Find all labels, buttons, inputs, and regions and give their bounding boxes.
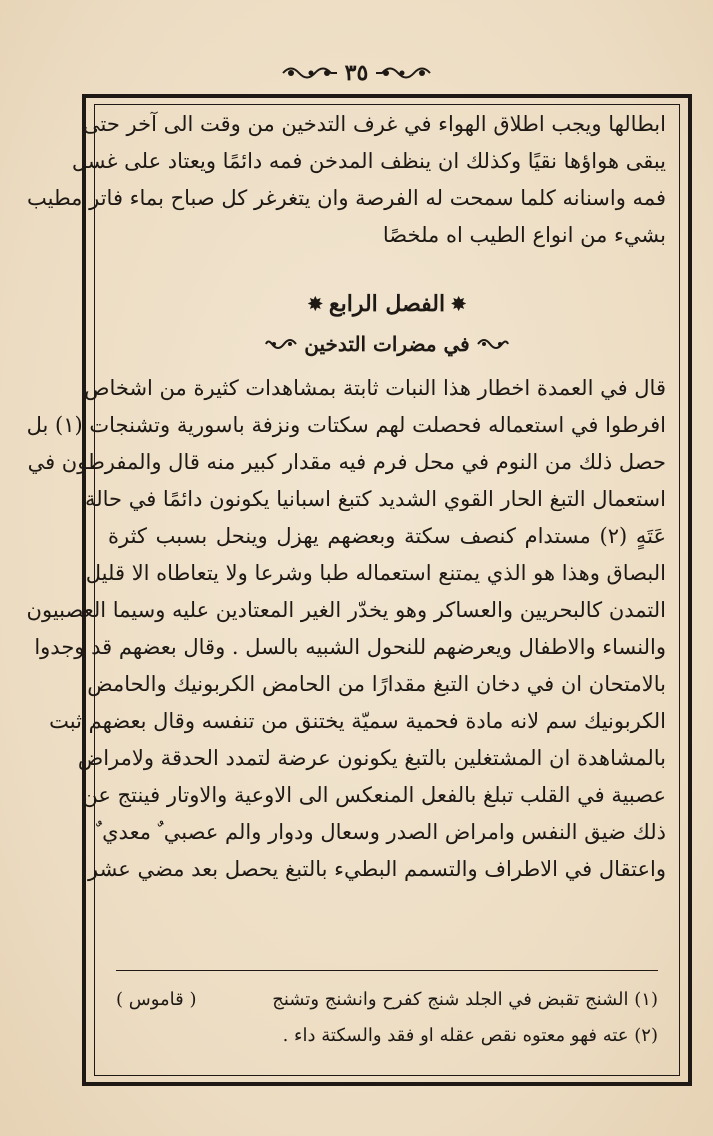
text-line: والنساء والاطفال ويعرضهم للنحول الشبيه بالسل . وقال بعضهم قد وجدوا xyxy=(34,635,666,659)
text-line: حصل ذلك من النوم في محل فرم فيه مقدار كبير منه قال والمفرطون في xyxy=(27,450,666,474)
star-ornament-icon: ✸ xyxy=(451,293,467,315)
text-line: واعتقال في الاطراف والتسمم البطيء بالتبغ يحصل بعد مضي عشر xyxy=(87,857,666,881)
text-line: ابطالها ويجب اطلاق الهواء في غرف التدخين من وقت الى آخر حتى xyxy=(83,112,666,136)
body-paragraph xyxy=(26,370,666,888)
text-line: يبقى هواؤها نقيًا وكذلك ان ينظف المدخن فمه دائمًا ويعتاد على غسل xyxy=(71,149,666,173)
text-line: عصبية في القلب تبلغ بالفعل المنعكس الى الاوعية والاوتار فينتج عن xyxy=(82,783,666,807)
footnote-source: ( قاموس ) xyxy=(116,989,197,1010)
chapter-subtitle: في مضرات التدخين xyxy=(304,332,470,356)
text-line: بشيء من انواع الطيب اه ملخصًا xyxy=(382,223,666,247)
footnote xyxy=(116,982,658,1018)
text-line: عَتَهٍ (٢) مستدام كنصف سكتة وبعضهم يهزل وينحل بسبب كثرة xyxy=(108,524,666,548)
footnote-text: (١) الشنج تقبض في الجلد شنج كفرح وانشنج وتشنج xyxy=(272,989,658,1010)
text-line: ذلك ضيق النفس وامراض الصدر وسعال ودوار والم عصبي ٌ معدي ٌ xyxy=(95,820,666,844)
footnote-divider xyxy=(116,970,658,971)
footnote xyxy=(116,1018,658,1054)
left-ornament-icon xyxy=(281,63,339,83)
text-line: الكربونيك سم لانه مادة فحمية سميّة يختنق من تنفسه وقال بعضهم ثبت xyxy=(49,709,666,733)
text-line: فمه واسنانه كلما سمحت له الفرصة وان يتغرغر كل صباح بماء فاتر مطيب xyxy=(27,186,666,210)
chapter-title: الفصل الرابع xyxy=(328,291,446,317)
page-header xyxy=(0,58,713,88)
right-ornament-icon xyxy=(374,63,432,83)
text-line: استعمال التبغ الحار القوي الشديد كتبغ اسبانيا يكونون دائمًا في حالة xyxy=(84,487,666,511)
text-line: بالامتحان ان في دخان التبغ مقدارًا من الحامض الكربونيك والحامض xyxy=(87,672,666,696)
scroll-ornament-icon xyxy=(264,336,298,352)
footnote-text: (٢) عته فهو معتوه نقص عقله او فقد والسكتة داء . xyxy=(282,1025,658,1046)
page-number: ٣٥ xyxy=(344,60,369,86)
chapter-subheading xyxy=(108,324,666,364)
text-line: بالمشاهدة ان المشتغلين بالتبغ يكونون عرضة لتمدد الحدقة ولامراض xyxy=(77,746,666,770)
text-line: التمدن كالبحريين والعساكر وهو يخدّر الغير المعتادين عليه وسيما العصبيون xyxy=(26,598,666,622)
text-line: افرطوا في استعماله فحصلت لهم سكتات ونزفة باسورية وتشنجات (١) بل xyxy=(26,413,666,437)
text-line: البصاق وهذا هو الذي يمتنع استعماله طبا وشرعا ولا يتعاطاه الا قليل xyxy=(85,561,666,585)
scroll-ornament-icon xyxy=(476,336,510,352)
footnotes xyxy=(116,982,658,1054)
chapter-heading xyxy=(108,284,666,324)
star-ornament-icon: ✸ xyxy=(307,293,323,315)
page-content xyxy=(26,106,666,888)
page-frame xyxy=(26,94,692,1086)
text-line: قال في العمدة اخطار هذا النبات ثابتة بمشاهدات كثيرة من اشخاص xyxy=(84,376,666,400)
intro-paragraph xyxy=(27,106,666,254)
